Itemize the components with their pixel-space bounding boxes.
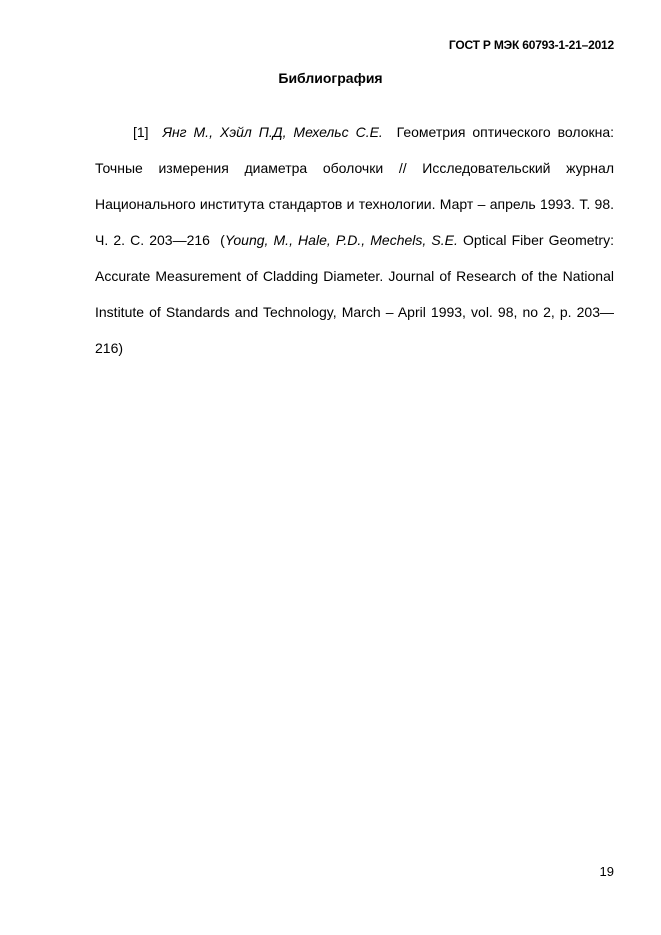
entry-number: [1] [133,124,149,140]
section-title: Библиография [278,70,383,86]
page-number: 19 [599,864,614,879]
entry-authors-en: Young, M., Hale, P.D., Mechels, S.E. [224,232,458,248]
entry-authors-ru: Янг М., Хэйл П.Д, Мехельс С.Е. [162,124,383,140]
entry-text-ru: Геометрия оптического волокна: Точные измерения диаметра оболочки // Исследовательский журнал Национального института стандартов и технологии. Март – апрель 1993. Т. 98. Ч. 2. С. 203—216 [95,124,615,248]
bibliography-entry: [1] Янг М., Хэйл П.Д, Мехельс С.Е. Геометрия оптического волокна: Точные измерения диаметра оболочки // Исследовательский журнал Национального института стандартов и технологии. Март – апрель 1993. Т. 98. Ч. 2. С. 203—216 (Young, M., Hale, P.D., Mechels, S.E. Optical Fiber Geometry: Accurate Measurement of Cladding Diameter. Journal of Research of the National Institute of Standards and Technology, March – April 1993, vol. 98, no 2, p. 203—216) [95,124,615,356]
document-header: ГОСТ Р МЭК 60793-1-21–2012 [448,38,614,52]
entry-text-en: Optical Fiber Geometry: Accurate Measurement of Cladding Diameter. Journal of Research of the National Institute of Standards and Technology, March – April 1993, vol. 98, no 2, p. 203—216) [95,232,614,356]
